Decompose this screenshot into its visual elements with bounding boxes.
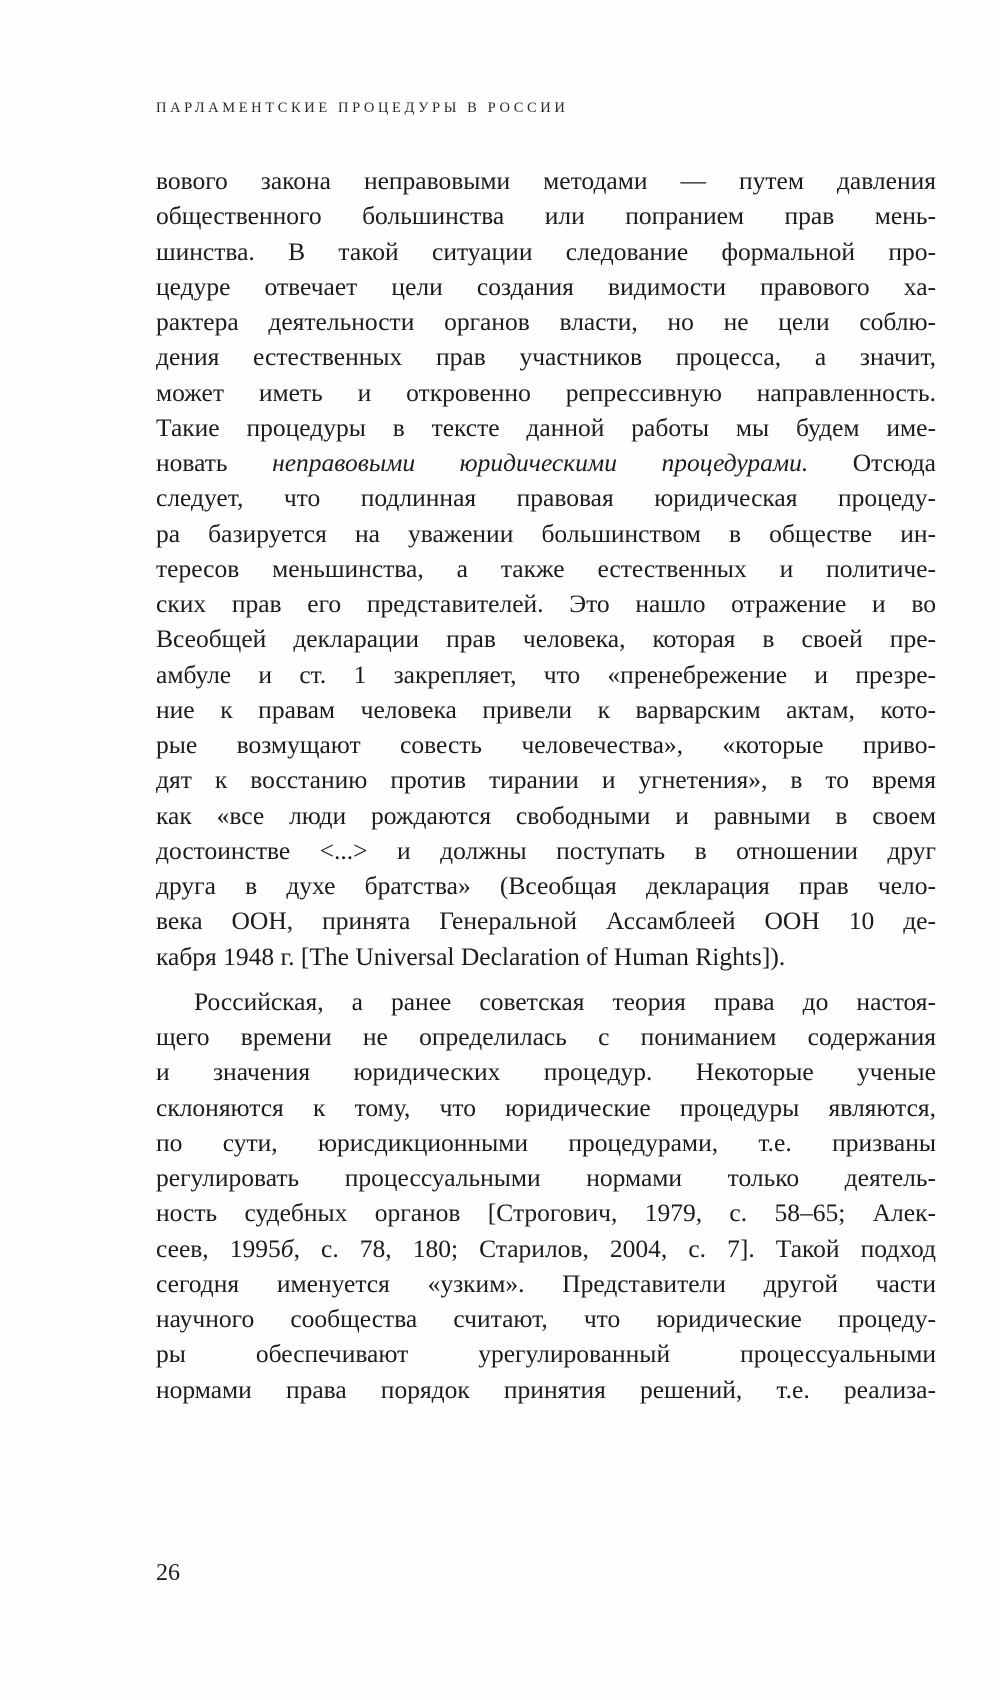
text-line	[156, 621, 936, 656]
text-run: , с. 78, 180; Старилов, 2004, с. 7]. Такой подход	[293, 1233, 936, 1263]
text-line	[156, 1231, 936, 1266]
running-head: ПАРЛАМЕНТСКИЕ ПРОЦЕДУРЫ В РОССИИ	[156, 100, 569, 116]
text-run: ность судебных органов [Строгович, 1979, с. 58–65; Алек-	[156, 1198, 936, 1228]
text-run: щего времени не определилась с пониманием содержания	[156, 1022, 936, 1051]
text-run: дения естественных прав участников процесса, а значит,	[156, 342, 936, 372]
text-line	[156, 269, 936, 304]
text-line	[156, 480, 936, 515]
text-line	[156, 163, 936, 198]
text-run: Отсюда	[808, 448, 936, 477]
text-line	[156, 551, 936, 586]
text-run: Всеобщей декларации прав человека, которая в своей пре-	[156, 624, 936, 654]
text-run: Российская, а ранее советская теория права до настоя-	[194, 986, 936, 1016]
text-run: друга в духе братства» (Всеобщая декларация прав чело-	[156, 871, 936, 900]
text-line	[156, 868, 936, 903]
text-run: и значения юридических процедур. Некоторые ученые	[156, 1057, 936, 1087]
text-line	[156, 339, 936, 374]
text-line	[156, 1195, 936, 1230]
text-line	[156, 1266, 936, 1301]
italic-text-run: б	[280, 1233, 294, 1263]
text-run: ние к правам человека привели к варварским актам, кото-	[156, 694, 936, 724]
text-run: регулировать процессуальными нормами только деятель-	[156, 1163, 936, 1192]
italic-text-run: неправовыми юридическими процедурами.	[272, 448, 809, 477]
body-text	[156, 163, 936, 1407]
text-run: склоняются к тому, что юридические процедуры являются,	[156, 1092, 936, 1122]
text-line	[156, 727, 936, 762]
paragraph-gap	[156, 974, 936, 984]
text-line	[156, 375, 936, 410]
text-line	[156, 1301, 936, 1336]
text-run: шинства. В такой ситуации следование формальной про-	[156, 236, 936, 266]
text-run: рые возмущают совесть человечества», «которые приво-	[156, 730, 936, 759]
text-run: может иметь и откровенно репрессивную направленность.	[156, 377, 936, 407]
text-line	[156, 1336, 936, 1371]
text-line	[156, 410, 936, 445]
text-line	[156, 445, 936, 480]
text-run: общественного большинства или попранием прав мень-	[156, 201, 936, 231]
text-run: ских прав его представителей. Это нашло отражение и во	[156, 589, 936, 618]
text-run: Такие процедуры в тексте данной работы мы будем име-	[156, 412, 936, 442]
text-run: кабря 1948 г. [The Universal Declaration of Human Rights]).	[156, 941, 786, 971]
text-line	[156, 939, 936, 974]
text-line	[156, 198, 936, 233]
text-run: как «все люди рождаются свободными и равными в своем	[156, 800, 936, 830]
text-line	[156, 1054, 936, 1089]
text-line	[156, 1125, 936, 1160]
text-line	[156, 234, 936, 269]
text-run: тересов меньшинства, а также естественных и политиче-	[156, 553, 936, 583]
text-run: по сути, юрисдикционными процедурами, т.е. призваны	[156, 1127, 936, 1157]
text-run: рактера деятельности органов власти, но не цели соблю-	[156, 307, 936, 336]
text-line	[156, 1090, 936, 1125]
page-number: 26	[156, 1560, 180, 1586]
text-run: дят к восстанию против тирании и угнетения», в то время	[156, 765, 936, 795]
text-run: ры обеспечивают урегулированный процессуальными	[156, 1339, 936, 1369]
text-line	[156, 903, 936, 938]
text-run: века ООН, принята Генеральной Ассамблеей ООН 10 де-	[156, 906, 936, 936]
text-line	[156, 1372, 936, 1407]
text-line	[156, 798, 936, 833]
text-run: научного сообщества считают, что юридические процеду-	[156, 1304, 936, 1333]
text-run: амбуле и ст. 1 закрепляет, что «пренебрежение и презре-	[156, 659, 936, 689]
text-line	[156, 586, 936, 621]
text-run: цедуре отвечает цели создания видимости правового ха-	[156, 271, 936, 301]
text-run: сеев, 1995	[156, 1233, 281, 1263]
text-line	[156, 984, 936, 1019]
text-line	[156, 692, 936, 727]
text-line	[156, 1160, 936, 1195]
text-line	[156, 304, 936, 339]
text-line	[156, 516, 936, 551]
text-line	[156, 833, 936, 868]
text-run: новать	[156, 448, 273, 477]
text-line	[156, 1019, 936, 1054]
text-run: вового закона неправовыми методами — путем давления	[156, 166, 936, 195]
text-run: следует, что подлинная правовая юридическая процеду-	[156, 483, 936, 513]
text-run: сегодня именуется «узким». Представители другой части	[156, 1268, 936, 1298]
text-run: нормами права порядок принятия решений, т.е. реализа-	[156, 1374, 936, 1404]
text-run: ра базируется на уважении большинством в обществе ин-	[156, 518, 936, 548]
text-line	[156, 657, 936, 692]
text-run: достоинстве <...> и должны поступать в отношении друг	[156, 835, 936, 865]
text-line	[156, 762, 936, 797]
